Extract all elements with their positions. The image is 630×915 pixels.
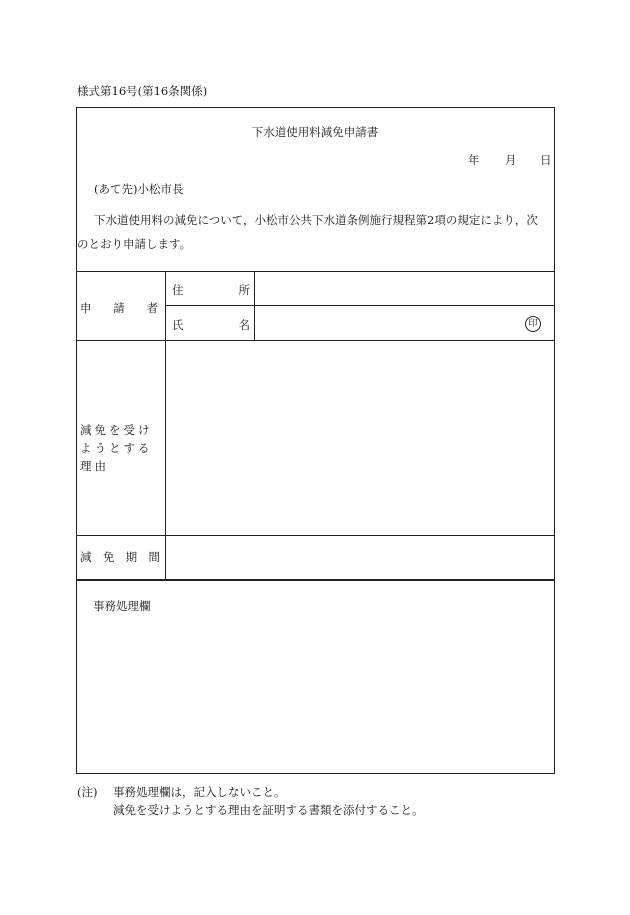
applicant-label-char: 申 — [80, 301, 92, 315]
divider-sublabel-column — [254, 271, 255, 340]
period-label-char: 期 — [125, 550, 138, 564]
addressee: (あて先)小松市長 — [94, 182, 184, 196]
form-title: 下水道使用料減免申請書 — [251, 125, 379, 139]
exemption-period-field[interactable] — [167, 537, 553, 578]
divider-period — [76, 579, 555, 581]
date-day-label: 日 — [540, 153, 552, 167]
name-field[interactable] — [256, 307, 518, 339]
divider-header — [76, 271, 555, 272]
request-statement-line2: のとおり申請します。 — [77, 237, 192, 251]
address-field[interactable] — [256, 273, 553, 304]
name-label-char: 名 — [238, 318, 250, 332]
period-label-char: 減 — [80, 550, 92, 564]
address-label-char: 所 — [238, 283, 250, 297]
address-label — [172, 283, 250, 297]
reason-field[interactable] — [167, 342, 553, 534]
date-month-label: 月 — [505, 153, 517, 167]
note-heading: (注) — [77, 785, 98, 799]
office-use-label: 事務処理欄 — [93, 599, 151, 613]
applicant-label-char: 請 — [113, 301, 125, 315]
reason-label: 減免を受けようとする理由 — [80, 423, 153, 473]
address-label-char: 住 — [172, 283, 184, 297]
exemption-period-label — [80, 550, 160, 564]
note-line1: 事務処理欄は，記入しないこと。 — [113, 785, 286, 799]
divider-label-column — [165, 271, 166, 579]
period-label-char: 免 — [102, 550, 115, 564]
request-statement-line1: 下水道使用料の減免について，小松市公共下水道条例施行規程第2項の規定により，次 — [94, 213, 538, 227]
period-label-char: 間 — [148, 550, 160, 564]
name-label — [172, 318, 250, 332]
applicant-label-char: 者 — [146, 301, 158, 315]
note-line2: 減免を受けようとする理由を証明する書類を添付すること。 — [113, 803, 424, 817]
name-label-char: 氏 — [172, 318, 184, 332]
form-reference: 様式第16号(第16条関係) — [77, 84, 208, 98]
divider-applicant — [76, 340, 555, 341]
divider-address-name — [165, 305, 555, 306]
date-year-label: 年 — [468, 153, 480, 167]
applicant-label — [80, 301, 158, 315]
seal-mark: 印 — [525, 316, 541, 332]
divider-reason — [76, 535, 555, 536]
